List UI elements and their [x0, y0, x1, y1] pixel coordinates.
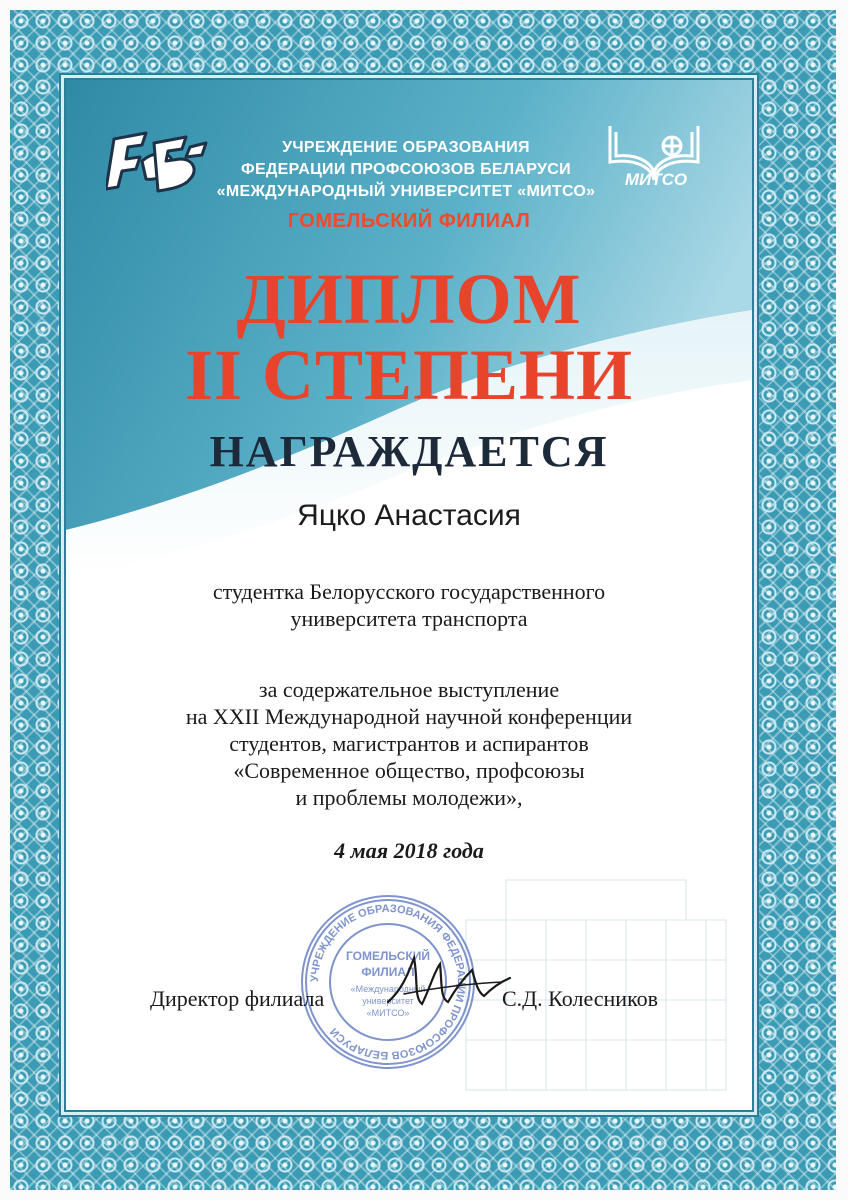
signatory-name: С.Д. Колесников	[502, 986, 659, 1011]
affiliation-line: университета транспорта	[290, 606, 528, 631]
svg-text:УЧРЕЖДЕНИЕ ОБРАЗОВАНИЯ ФЕДЕРАЦ: УЧРЕЖДЕНИЕ ОБРАЗОВАНИЯ ФЕДЕРАЦИИ ПРОФСОЮЗОВ БЕЛАРУСИ	[308, 902, 468, 1062]
header-line-3: «МЕЖДУНАРОДНЫЙ УНИВЕРСИТЕТ «МИТСО»	[216, 183, 596, 200]
reason-line: на XXII Международной научной конференции	[185, 704, 633, 729]
svg-text:ФИЛИАЛ: ФИЛИАЛ	[361, 965, 415, 979]
svg-text:ГОМЕЛЬСКИЙ: ГОМЕЛЬСКИЙ	[346, 949, 430, 963]
award-date: 4 мая 2018 года	[334, 838, 484, 863]
reason-line: и проблемы молодежи»,	[295, 785, 523, 810]
certificate-body	[66, 80, 752, 1110]
header-line-1: УЧРЕЖДЕНИЕ ОБРАЗОВАНИЯ	[282, 139, 530, 156]
fpb-logo	[106, 125, 214, 207]
reason-text	[66, 676, 752, 811]
signatory-role: Директор филиала	[150, 986, 325, 1011]
reason-line: студентов, магистрантов и аспирантов	[229, 731, 589, 756]
branch-name: ГОМЕЛЬСКИЙ ФИЛИАЛ	[287, 210, 531, 232]
affiliation-text	[66, 578, 752, 632]
header-line-2: ФЕДЕРАЦИИ ПРОФСОЮЗОВ БЕЛАРУСИ	[241, 161, 571, 178]
awarded-heading: НАГРАЖДАЕТСЯ	[209, 427, 609, 476]
reason-line: за содержательное выступление	[258, 677, 560, 702]
svg-text:«Международный: «Международный	[350, 984, 426, 994]
mitso-logo	[606, 122, 702, 202]
svg-text:«МИТСО»: «МИТСО»	[366, 1008, 410, 1018]
reason-line: «Современное общество, профсоюзы	[233, 758, 585, 783]
director-signature	[384, 948, 514, 1018]
affiliation-line: студентка Белорусского государственного	[212, 579, 606, 604]
diploma-title: ДИПЛОМ	[236, 259, 582, 339]
svg-text:университет: университет	[362, 996, 414, 1006]
diploma-degree: II СТЕПЕНИ	[184, 335, 634, 415]
mitso-logo-text: МИТСО	[624, 170, 688, 189]
institution-header	[216, 137, 596, 203]
recipient-name: Яцко Анастасия	[297, 499, 521, 532]
